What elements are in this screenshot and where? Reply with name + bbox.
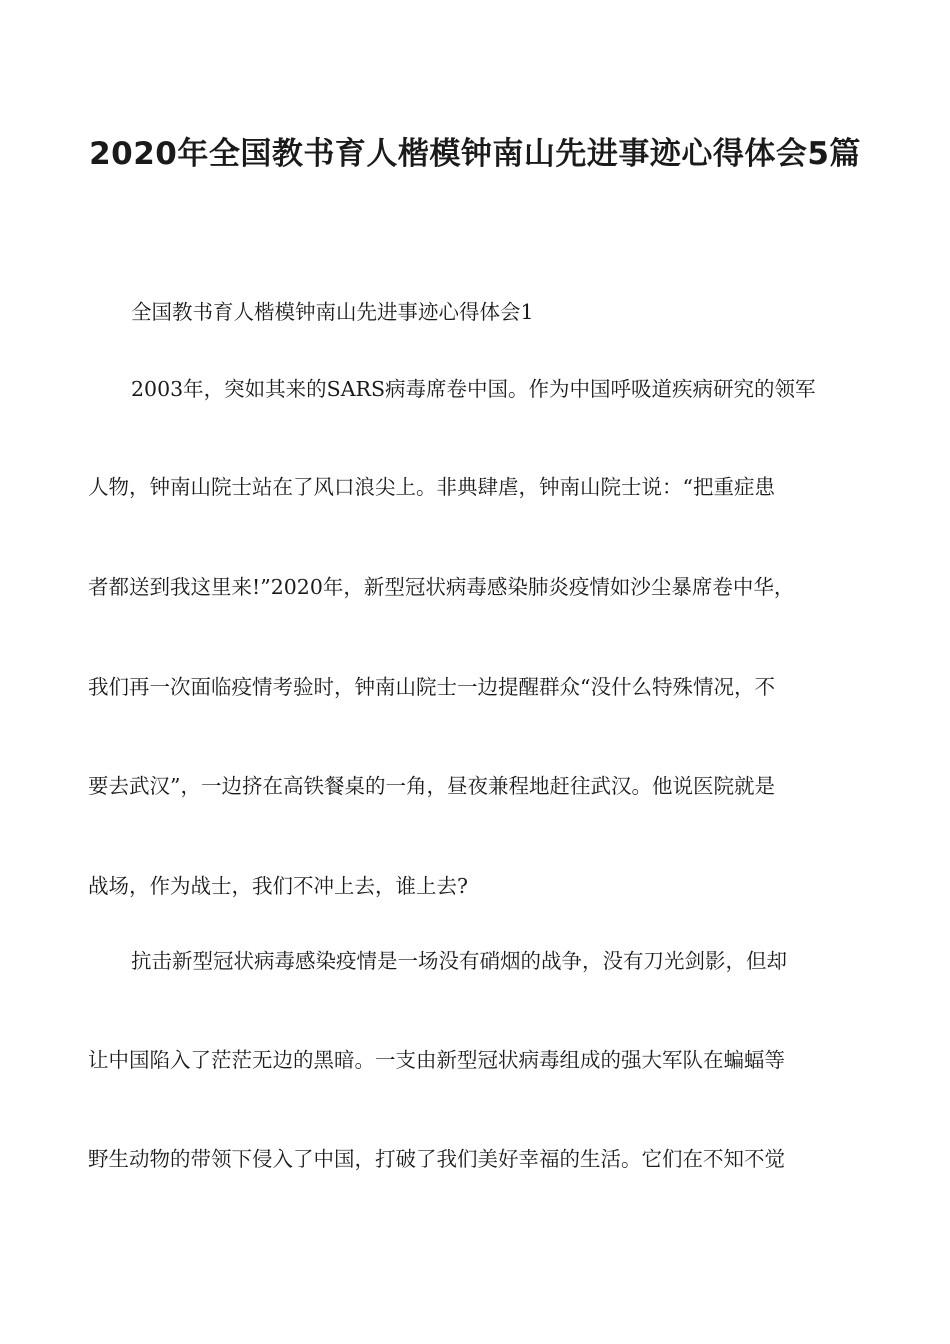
paragraph-line: 让中国陷入了茫茫无边的黑暗。一支由新型冠状病毒组成的强大军队在蝙蝠等 bbox=[88, 1048, 785, 1072]
document-title: 2020年全国教书育人楷模钟南山先进事迹心得体会5篇 bbox=[89, 136, 861, 172]
paragraph-line: 者都送到我这里来!”2020年，新型冠状病毒感染肺炎疫情如沙尘暴席卷中华， bbox=[88, 575, 795, 599]
paragraph-line: 抗击新型冠状病毒感染疫情是一场没有硝烟的战争，没有刀光剑影，但却 bbox=[131, 949, 787, 973]
paragraph-line: 战场，作为战士，我们不冲上去，谁上去? bbox=[88, 874, 468, 898]
paragraph-line: 人物，钟南山院士站在了风口浪尖上。非典肆虐，钟南山院士说：“把重症患 bbox=[88, 475, 775, 499]
paragraph-line: 要去武汉”，一边挤在高铁餐桌的一角，昼夜兼程地赶往武汉。他说医院就是 bbox=[88, 774, 775, 798]
paragraph-line: 野生动物的带领下侵入了中国，打破了我们美好幸福的生活。它们在不知不觉 bbox=[88, 1147, 785, 1171]
paragraph-line: 我们再一次面临疫情考验时，钟南山院士一边提醒群众“没什么特殊情况，不 bbox=[88, 675, 775, 699]
section-heading: 全国教书育人楷模钟南山先进事迹心得体会1 bbox=[131, 300, 534, 324]
paragraph-line: 2003年，突如其来的SARS病毒席卷中国。作为中国呼吸道疾病研究的领军 bbox=[131, 377, 816, 401]
